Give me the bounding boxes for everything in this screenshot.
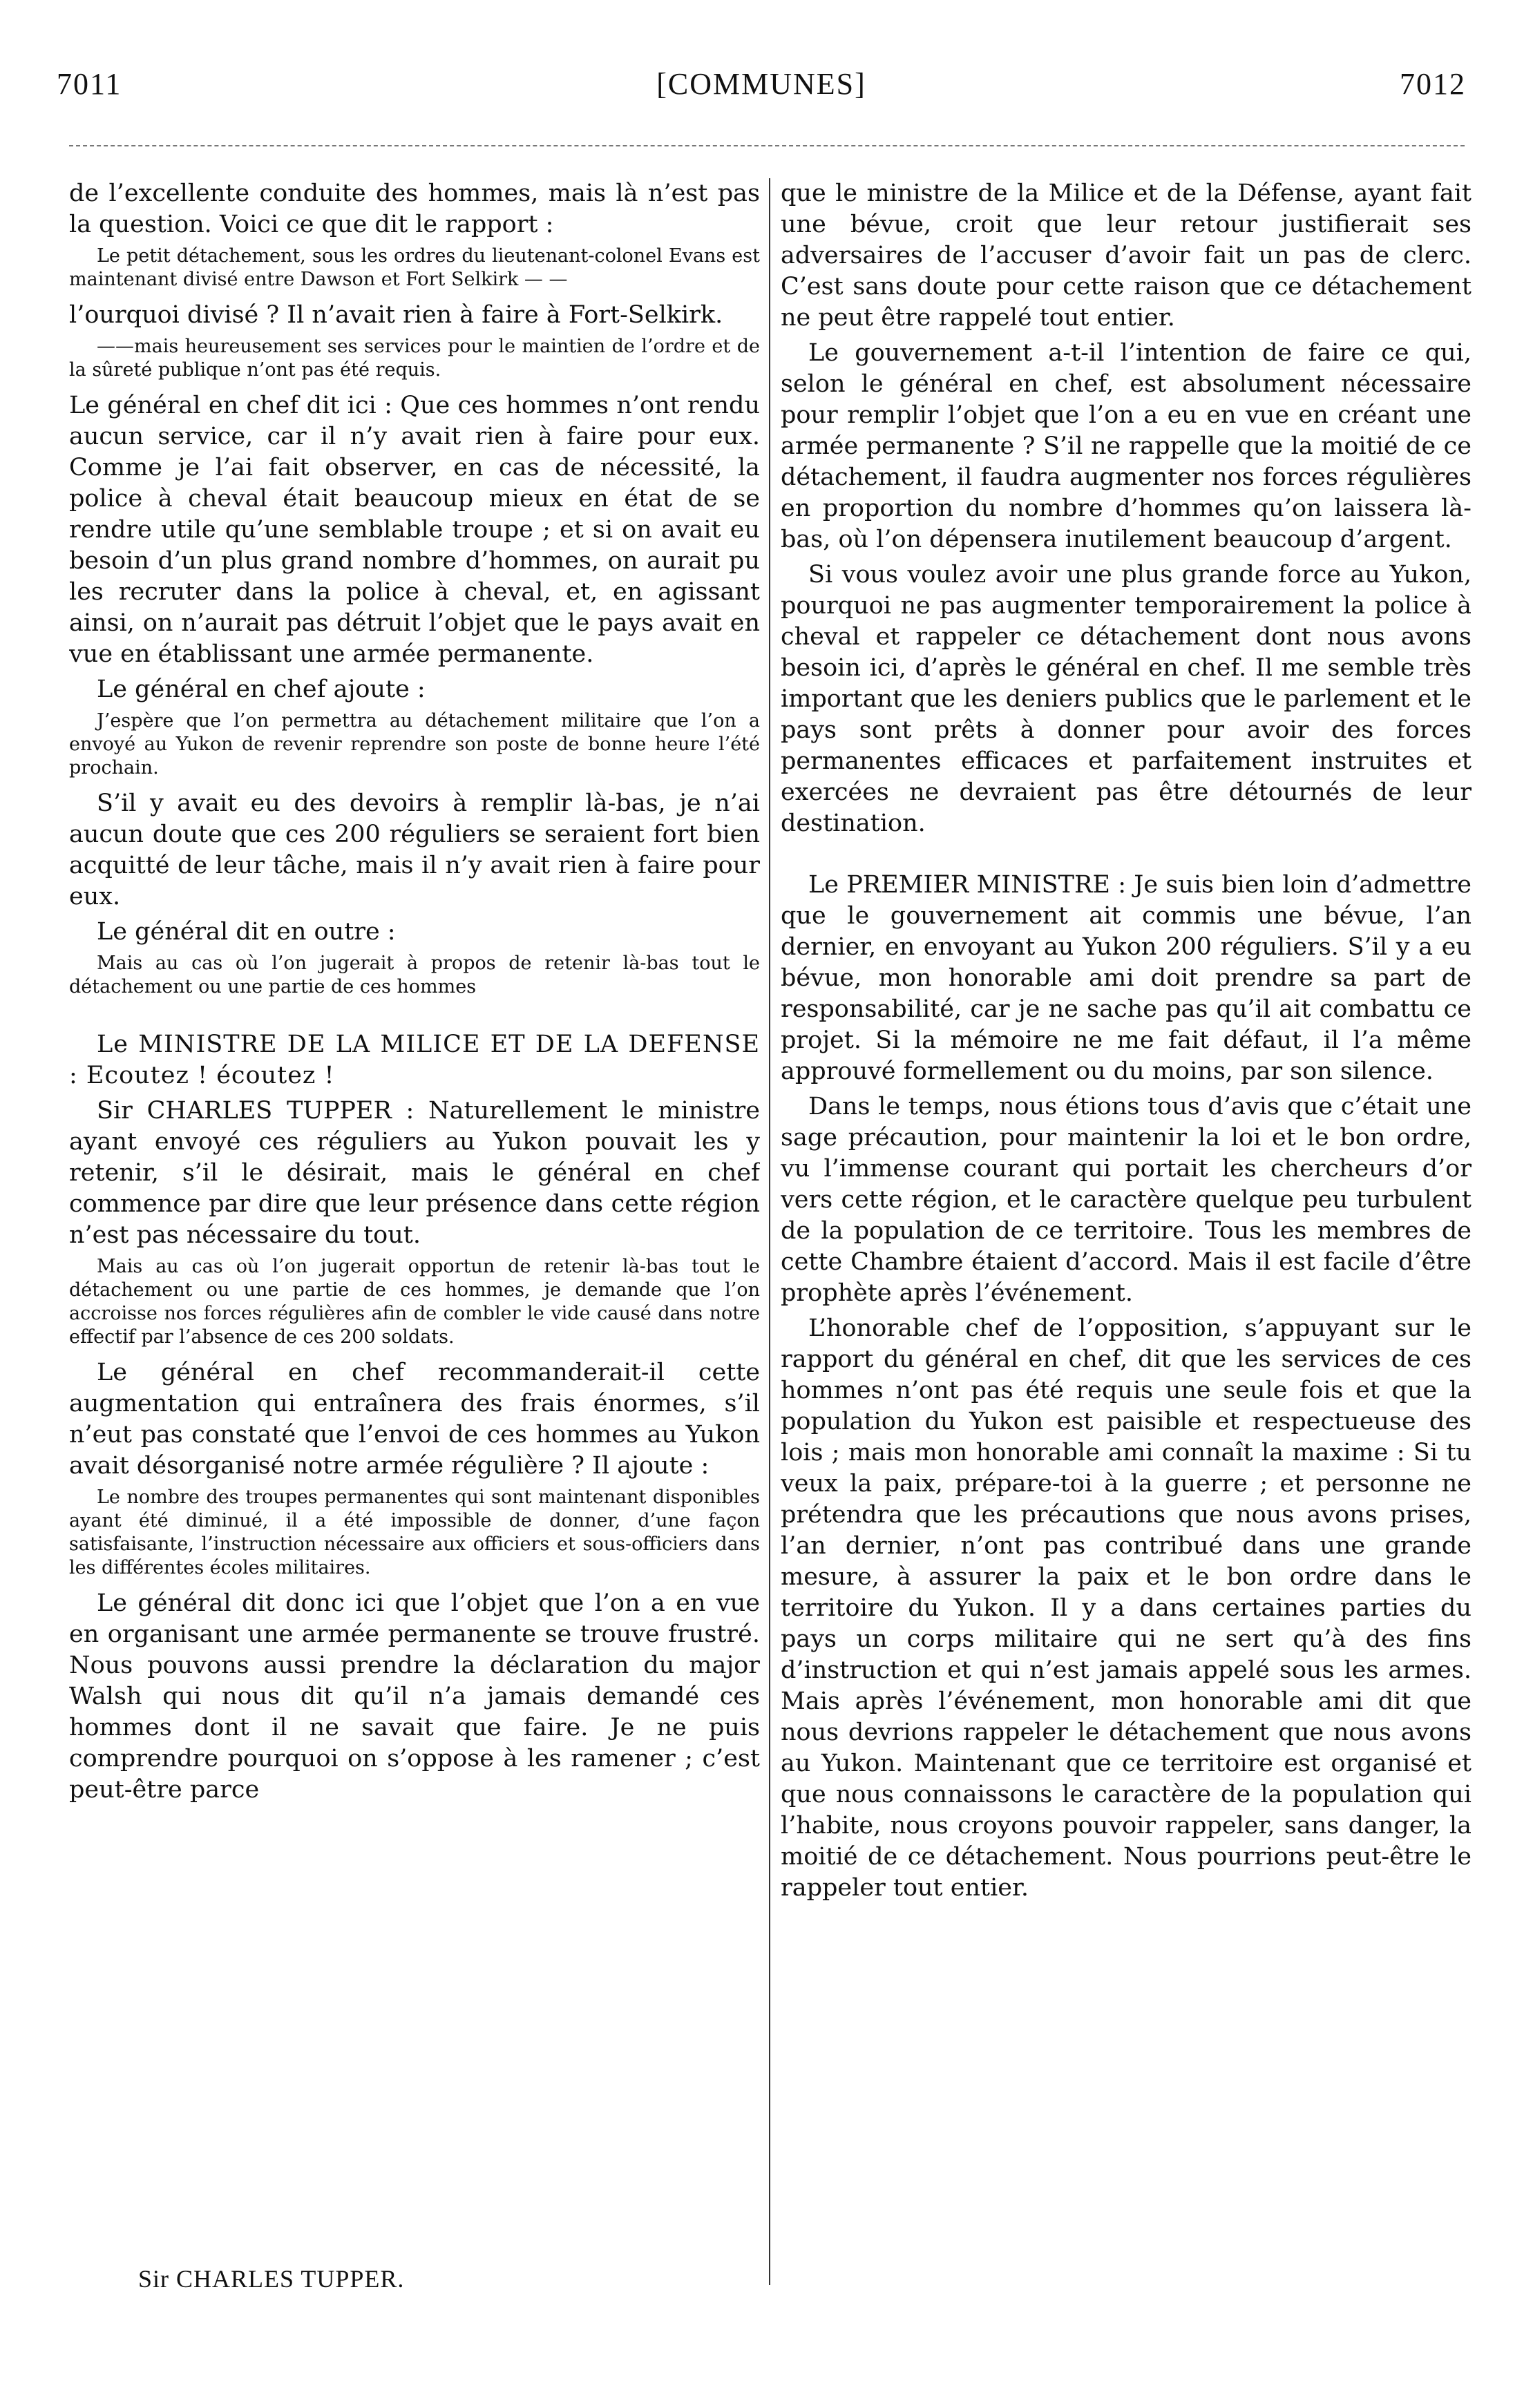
quotation: Le petit détachement, sous les ordres du lieutenant-colonel Evans est maintenant divisé entre Dawson et Fort Selkirk — — — [69, 245, 760, 290]
quotation: ——mais heureusement ses services pour le maintien de l’ordre et de la sûreté publique n’ont pas été requis. — [69, 336, 760, 381]
paragraph: de l’excellente conduite des hommes, mais là n’est pas la question. Voici ce que dit le rapport : — [69, 180, 760, 238]
right-page-number: 7012 — [1400, 67, 1466, 101]
speaker-paragraph: Le PREMIER MINISTRE : Je suis bien loin d’admettre que le gouvernement ait commis une bévue, l’an dernier, en envoyant au Yukon 200 réguliers. S’il y a eu bévue, mon honorable ami doit prendre sa part de responsabilité, car je ne sache pas qu’il ait combattu ce projet. Si la mémoire ne me fait défaut, il l’a même approuvé formellement ou du moins, par son silence. — [781, 871, 1472, 1085]
running-title: [COMMUNES] — [656, 67, 866, 101]
left-column — [69, 178, 760, 2320]
quotation: Mais au cas où l’on jugerait à propos de retenir là-bas tout le détachement ou une partie de ces hommes — [69, 953, 760, 997]
page-header — [57, 66, 1466, 115]
paragraph: Le général en chef dit ici : Que ces hommes n’ont rendu aucun service, car il n’y avait rien à faire pour eux. Comme je l’ai fait observer, en cas de nécessité, la police à cheval était beaucoup mieux en état de se rendre utile qu’une semblable troupe ; et si on avait eu besoin d’un plus grand nombre d’hommes, on aurait pu les recruter dans la police à cheval, et, en agissant ainsi, on n’aurait pas détruit l’objet que le pays avait en vue en établissant une armée permanente. — [69, 392, 760, 668]
paragraph: S’il y avait eu des devoirs à remplir là-bas, je n’ai aucun doute que ces 200 réguliers se seraient fort bien acquitté de leur tâche, mais il n’y avait rien à faire pour eux. — [69, 790, 760, 910]
paragraph: Dans le temps, nous étions tous d’avis que c’était une sage précaution, pour maintenir la loi et le bon ordre, vu l’immense courant qui portait les chercheurs d’or vers cette région, et le caractère quelque peu turbulent de la population de ce territoire. Tous les membres de cette Chambre étaient d’accord. Mais il est facile d’être prophète après l’événement. — [781, 1093, 1472, 1307]
quotation: Le nombre des troupes permanentes qui sont maintenant disponibles ayant été diminué, il a été impossible de donner, d’une façon satisfaisante, l’instruction nécessaire aux officiers et sous-officiers dans les différentes écoles militaires. — [69, 1487, 760, 1578]
paragraph: l’ourquoi divisé ? Il n’avait rien à faire à Fort-Selkirk. — [69, 301, 723, 329]
footer-signature: Sir CHARLES TUPPER. — [138, 2265, 405, 2293]
paragraph: Sir CHARLES TUPPER : Naturellement le ministre ayant envoyé ces réguliers au Yukon pouvait les y retenir, s’il le désirait, mais le général en chef commence par dire que leur présence dans cette région n’est pas nécessaire du tout. — [69, 1097, 760, 1249]
right-column — [781, 178, 1472, 2320]
paragraph: que le ministre de la Milice et de la Défense, ayant fait une bévue, croit que leur retour justifierait ses adversaires de l’accuser d’avoir fait un pas de clerc. C’est sans doute pour cette raison que ce détachement ne peut être rappelé tout entier. — [781, 180, 1472, 332]
paragraph: Le général dit en outre : — [97, 918, 396, 946]
paragraph: Si vous voulez avoir une plus grande force au Yukon, pourquoi ne pas augmenter temporairement la police à cheval et rappeler ce détachement dont nous avons besoin ici, d’après le général en chef. Il me semble très important que les deniers publics que le parlement et le pays sont prêts à donner pour avoir des forces permanentes efficaces et parfaitement instruites et exercées ne devraient pas être détournés de leur destination. — [781, 561, 1472, 837]
quotation: Mais au cas où l’on jugerait opportun de retenir là-bas tout le détachement ou une partie de ces hommes, je demande que l’on accroisse nos forces régulières afin de combler le vide causé dans notre effectif par l’absence de ces 200 soldats. — [69, 1256, 760, 1348]
speaker-interjection: Le MINISTRE DE LA MILICE ET DE LA DEFENSE : Ecoutez ! écoutez ! — [69, 1031, 760, 1089]
quotation: J’espère que l’on permettra au détachement militaire que l’on a envoyé au Yukon de revenir reprendre son poste de bonne heure l’été prochain. — [69, 710, 760, 778]
column-divider — [769, 178, 770, 2285]
paragraph: Le gouvernement a-t-il l’intention de faire ce qui, selon le général en chef, est absolument nécessaire pour remplir l’objet que l’on a eu en vue en créant une armée permanente ? S’il ne rappelle que la moitié de ce détachement, il faudra augmenter nos forces régulières en proportion du nombre d’hommes qu’on laissera là-bas, où l’on dépensera inutilement beaucoup d’argent. — [781, 339, 1472, 553]
header-rule — [69, 145, 1465, 146]
left-page-number: 7011 — [57, 67, 122, 101]
paragraph: Le général dit donc ici que l’objet que l’on a en vue en organisant une armée permanente se trouve frustré. Nous pouvons aussi prendre la déclaration du major Walsh qui nous dit qu’il n’a jamais demandé ces hommes dont il ne savait que faire. Je ne puis comprendre pourquoi on s’oppose à les ramener ; c’est peut-être parce — [69, 1589, 760, 1804]
paragraph: Le général en chef recommanderait-il cette augmentation qui entraînera des frais énormes, s’il n’eut pas constaté que l’envoi de ces hommes au Yukon avait désorganisé notre armée régulière ? Il ajoute : — [69, 1359, 760, 1480]
paragraph: L’honorable chef de l’opposition, s’appuyant sur le rapport du général en chef, dit que les services de ces hommes n’ont pas été requis une seule fois et que la population du Yukon est paisible et respectueuse des lois ; mais mon honorable ami connaît la maxime : Si tu veux la paix, prépare-toi à la guerre ; et personne ne prétendra que les précautions que nous avons prises, l’an dernier, n’ont pas contribué dans une grande mesure, à assurer la paix et le bon ordre dans le territoire du Yukon. Il y a dans certaines parties du pays un corps militaire qui ne sert qu’à des fins d’instruction et qui n’est jamais appelé sous les armes. Mais après l’événement, mon honorable ami dit que nous devrions rappeler le détachement que nous avons au Yukon. Maintenant que ce territoire est organisé et que nous connaissons le caractère de la population qui l’habite, nous croyons pouvoir rappeler, sans danger, la moitié de ce détachement. Nous pourrions peut-être le rappeler tout entier. — [781, 1315, 1472, 1902]
paragraph: Le général en chef ajoute : — [97, 676, 426, 703]
